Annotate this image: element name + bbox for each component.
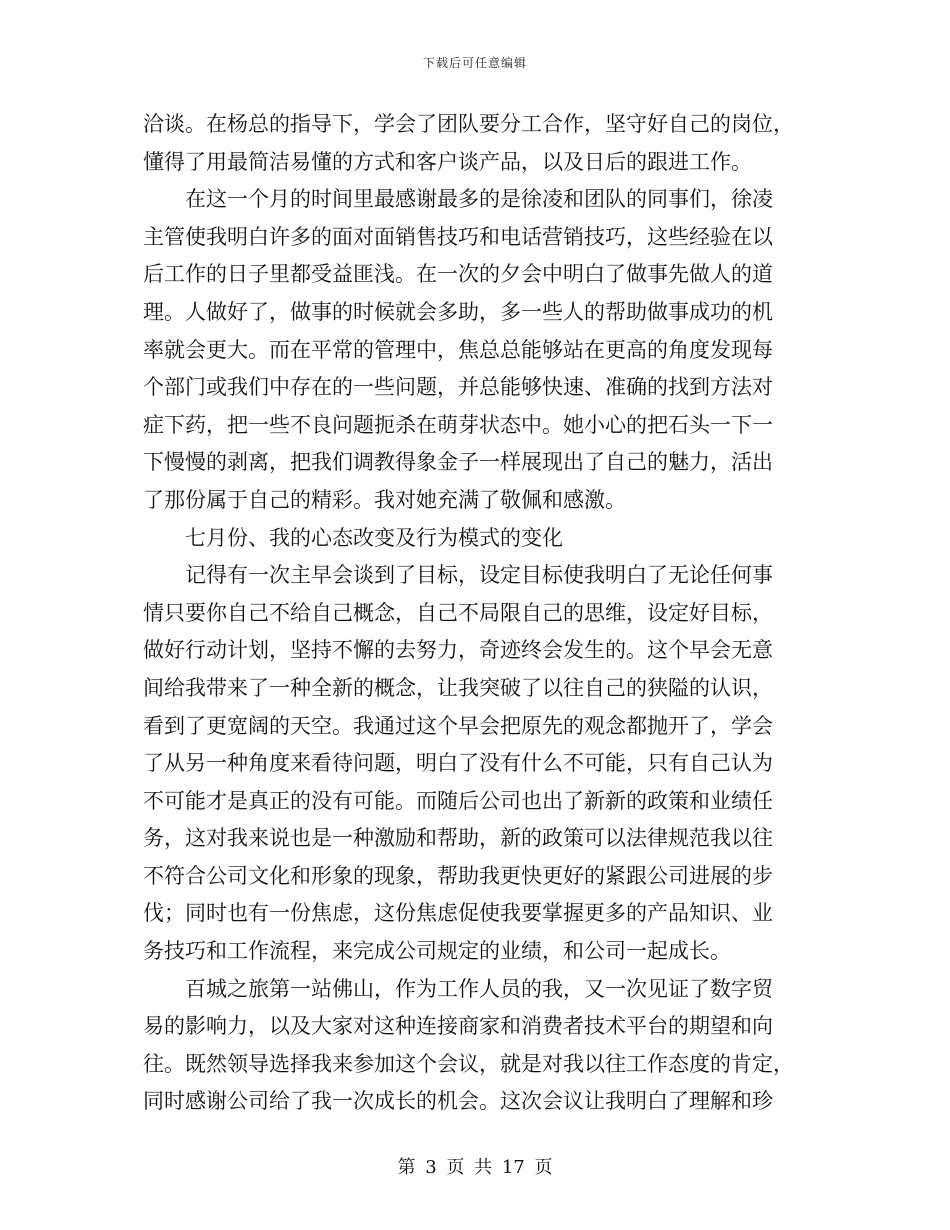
text-line: 做好行动计划，坚持不懈的去努力，奇迹终会发生的。这个早会无意 xyxy=(143,638,773,663)
text-line: 易的影响力，以及大家对这种连接商家和消费者技术平台的期望和向 xyxy=(143,1014,773,1039)
text-line: 率就会更大。而在平常的管理中，焦总总能够站在更高的角度发现每 xyxy=(143,337,773,362)
text-line: 看到了更宽阔的天空。我通过这个早会把原先的观念都抛开了，学会 xyxy=(143,713,773,738)
page-header: 下载后可任意编辑 xyxy=(422,56,527,70)
text-line: 在这一个月的时间里最感谢最多的是徐凌和团队的同事们，徐凌 xyxy=(185,187,773,212)
text-line: 不可能才是真正的没有可能。而随后公司也出了新新的政策和业绩任 xyxy=(143,788,773,813)
text-line: 症下药，把一些不良问题扼杀在萌芽状态中。她小心的把石头一下一 xyxy=(143,412,773,437)
text-line: 了那份属于自己的精彩。我对她充满了敬佩和感激。 xyxy=(143,487,626,512)
text-line: 伐；同时也有一份焦虑，这份焦虑促使我要掌握更多的产品知识、业 xyxy=(143,901,773,926)
text-line: 后工作的日子里都受益匪浅。在一次的夕会中明白了做事先做人的道 xyxy=(143,262,773,287)
text-line: 懂得了用最简洁易懂的方式和客户谈产品，以及日后的跟进工作。 xyxy=(143,149,752,174)
text-line: 情只要你自己不给自己概念，自己不局限自己的思维，设定好目标， xyxy=(143,600,773,625)
text-line: 理。人做好了，做事的时候就会多助，多一些人的帮助做事成功的机 xyxy=(143,299,773,324)
section-heading: 七月份、我的心态改变及行为模式的变化 xyxy=(185,525,563,550)
text-line: 下慢慢的剥离，把我们调教得象金子一样展现出了自己的魅力，活出 xyxy=(143,450,773,475)
text-line: 记得有一次主早会谈到了目标，设定目标使我明白了无论任何事 xyxy=(185,563,773,588)
text-line: 百城之旅第一站佛山，作为工作人员的我，又一次见证了数字贸 xyxy=(185,976,773,1001)
text-line: 务技巧和工作流程，来完成公司规定的业绩，和公司一起成长。 xyxy=(143,939,731,964)
text-line: 洽谈。在杨总的指导下，学会了团队要分工合作，坚守好自己的岗位， xyxy=(143,112,794,136)
text-line: 务，这对我来说也是一种激励和帮助，新的政策可以法律规范我以往 xyxy=(143,826,773,851)
text-line: 主管使我明白许多的面对面销售技巧和电话营销技巧，这些经验在以 xyxy=(143,224,773,249)
page-footer: 第 3 页 共 17 页 xyxy=(397,1157,553,1178)
text-line: 不符合公司文化和形象的现象，帮助我更快更好的紧跟公司进展的步 xyxy=(143,863,773,888)
text-line: 间给我带来了一种全新的概念，让我突破了以往自己的狭隘的认识， xyxy=(143,675,773,700)
text-line: 往。既然领导选择我来参加这个会议，就是对我以往工作态度的肯定， xyxy=(143,1051,794,1076)
text-line: 同时感谢公司给了我一次成长的机会。这次会议让我明白了理解和珍 xyxy=(143,1089,773,1114)
text-line: 了从另一种角度来看待问题，明白了没有什么不可能，只有自己认为 xyxy=(143,751,773,776)
text-line: 个部门或我们中存在的一些问题，并总能够快速、准确的找到方法对 xyxy=(143,375,773,400)
body-text xyxy=(143,106,807,1121)
